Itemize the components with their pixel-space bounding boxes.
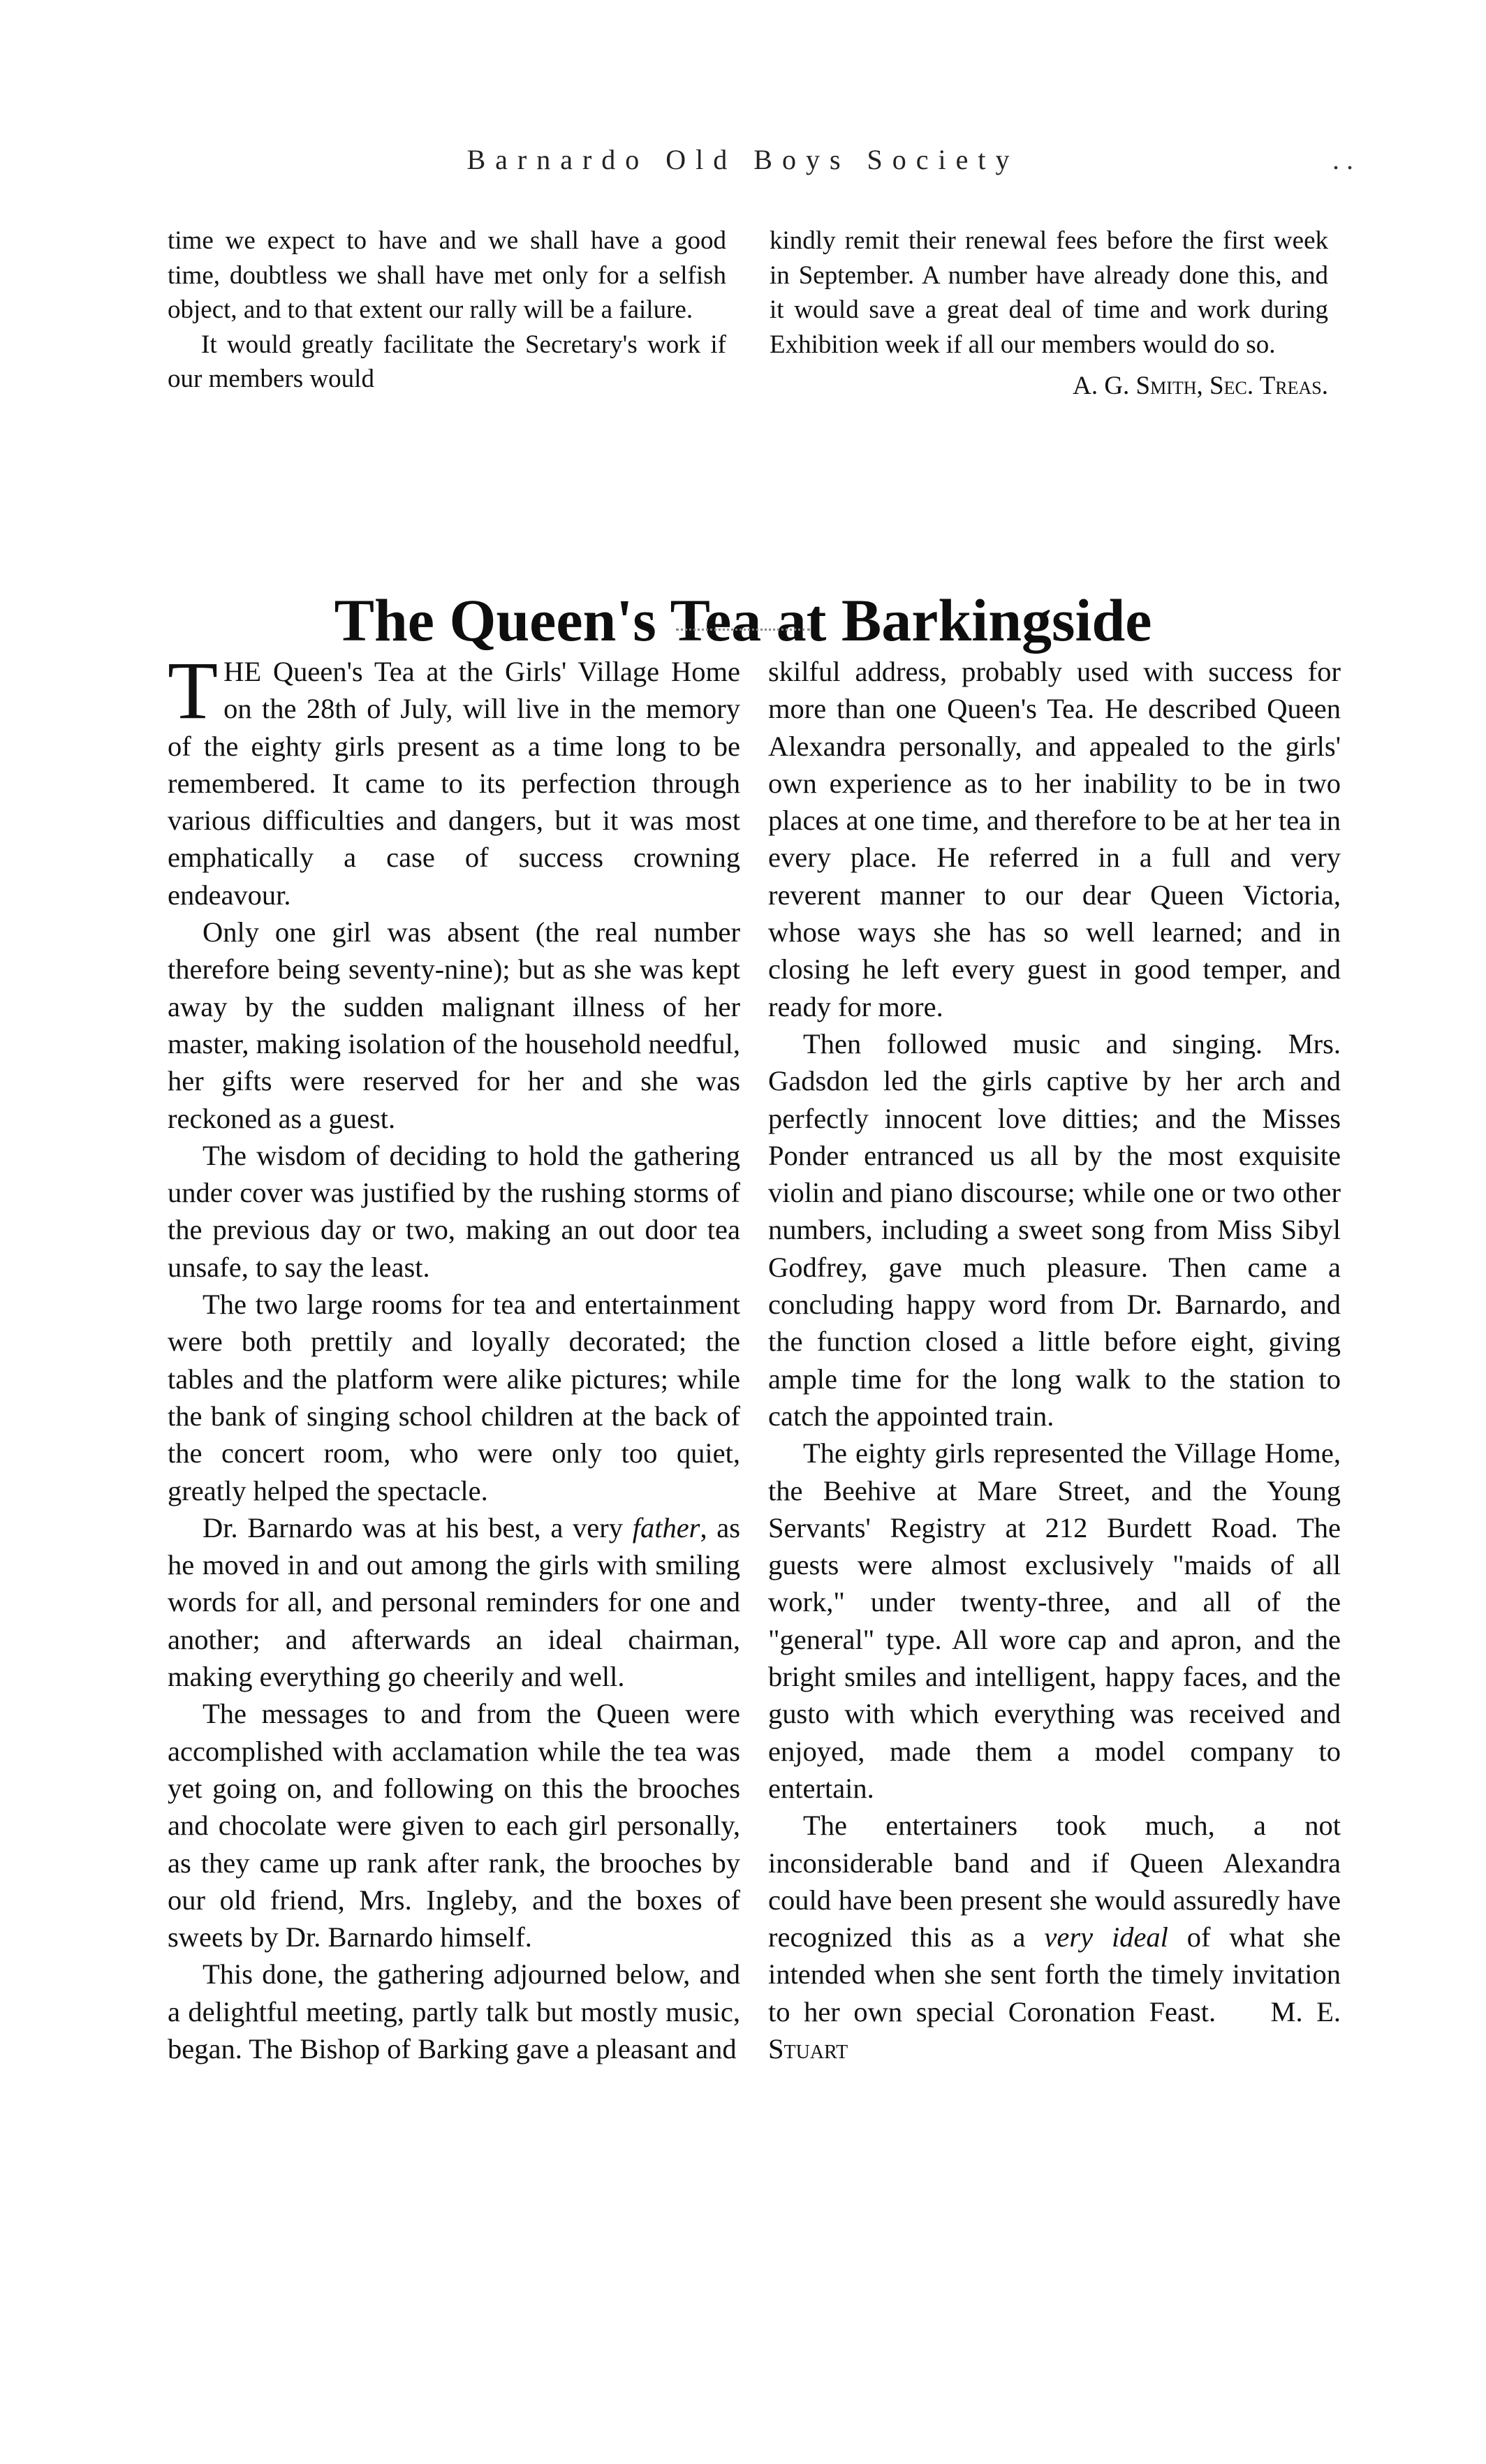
author-signature: M. E. Stuart: [768, 1995, 1341, 2065]
article-paragraph-1-text: HE Queen's Tea at the Girls' Village Home on the 28th of July, will live in the memory of the eighty girls present as a time long to be remembered. It came to its perfection through various difficulties and dangers, but it was most emphatically a case of success crowning endeavour.: [168, 656, 740, 911]
top-right-column: [770, 223, 1328, 404]
article-paragraph-6: The messages to and from the Queen were accomplished with acclamation while the tea was yet going on, and following on this the brooches and chocolate were given to each girl personally, as they came up rank after rank, the brooches by our old friend, Mrs. Ingleby, and the boxes of sweets by Dr. Barnardo himself.: [168, 1698, 740, 1953]
top-left-paragraph-2: It would greatly facilitate the Secretary's work if our members would: [168, 330, 726, 393]
drop-cap: T: [168, 645, 219, 736]
article-paragraph-5: [168, 1509, 740, 1695]
article-paragraph-2: Only one girl was absent (the real number therefore being seventy-nine); but as she was kept away by the sudden malignant illness of her master, making isolation of the household needful, her gifts were reserved for her and she was reckoned as a guest.: [168, 916, 740, 1134]
top-right-paragraph-1: kindly remit their renewal fees before the first week in September. A number have already done this, and it would save a great deal of time and work during Exhibition week if all our members would do so.: [770, 226, 1328, 359]
top-left-column: [168, 223, 726, 397]
article-paragraph-11-b: of what she intended when she sent forth the timely invitation to her own special Coronation Feast.: [768, 1921, 1341, 2027]
secretary-signature: A. G. Smith, Sec. Treas.: [1073, 372, 1328, 400]
article-paragraph-7: This done, the gathering adjourned below, and a delightful meeting, partly talk but mostly music, began. The Bishop of Barking gave a pleasant and: [168, 1958, 740, 2065]
article-paragraph-9: Then followed music and singing. Mrs. Gadsdon led the girls captive by her arch and perfectly innocent love ditties; and the Misses Ponder entranced us all by the most exquisite violin and piano discourse; while one or two other numbers, including a sweet song from Miss Sibyl Godfrey, gave much pleasure. Then came a concluding happy word from Dr. Barnardo, and the function closed a little before eight, giving ample time for the long walk to the station to catch the appointed train.: [768, 1027, 1341, 1432]
article-paragraph-3: The wisdom of deciding to hold the gathering under cover was justified by the rushing storms of the previous day or two, making an out door tea unsafe, to say the least.: [168, 1139, 740, 1283]
emphasis-very-ideal: very ideal: [1044, 1921, 1168, 1953]
running-head: Barnardo Old Boys Society: [466, 144, 1020, 175]
article-title: The Queen's Tea at Barkingside: [334, 586, 1152, 654]
article-right-column: [768, 653, 1341, 2067]
article-paragraph-5-a: Dr. Barnardo was at his best, a very: [203, 1511, 633, 1543]
article-paragraph-10: The eighty girls represented the Village Home, the Beehive at Mare Street, and the Young Servants' Registry at 212 Burdett Road. The guests were almost exclusively "maids of all work," under twenty-three, and all of the "general" type. All wore cap and apron, and the bright smiles and intelligent, happy faces, and the gusto with which everything was received and enjoyed, made them a model company to entertain.: [768, 1437, 1341, 1804]
top-left-paragraph-1: time we expect to have and we shall have a good time, doubtless we shall have met only for a selfish object, and to that extent our rally will be a failure.: [168, 226, 726, 324]
article-paragraph-5-b: , as he moved in and out among the girls with smiling words for all, and personal reminders for one and another; and afterwards an ideal chairman, making everything go cheerily and well.: [168, 1511, 740, 1693]
title-rule: [676, 629, 810, 631]
article-left-column: [168, 645, 740, 2067]
article-paragraph-8: skilful address, probably used with success for more than one Queen's Tea. He described Queen Alexandra personally, and appealed to the girls' own experience as to her inability to be in two places at one time, and therefore to be at her tea in every place. He referred in a full and very reverent manner to our dear Queen Victoria, whose ways she has so well learned; and in closing he left every guest in good temper, and ready for more.: [768, 656, 1341, 1022]
emphasis-father: father: [632, 1511, 700, 1543]
article-paragraph-1: [168, 645, 740, 914]
page-folio: . .: [1332, 144, 1353, 175]
article-paragraph-11: [768, 1807, 1341, 2067]
article-paragraph-11-a: The entertainers took much, a not inconsiderable band and if Queen Alexandra could have been present she would assuredly have recognized this as a: [768, 1810, 1341, 1953]
article-paragraph-4: The two large rooms for tea and entertainment were both prettily and loyally decorated; the tables and the platform were alike pictures; while the bank of singing school children at the back of the concert room, who were only too quiet, greatly helped the spectacle.: [168, 1289, 740, 1506]
